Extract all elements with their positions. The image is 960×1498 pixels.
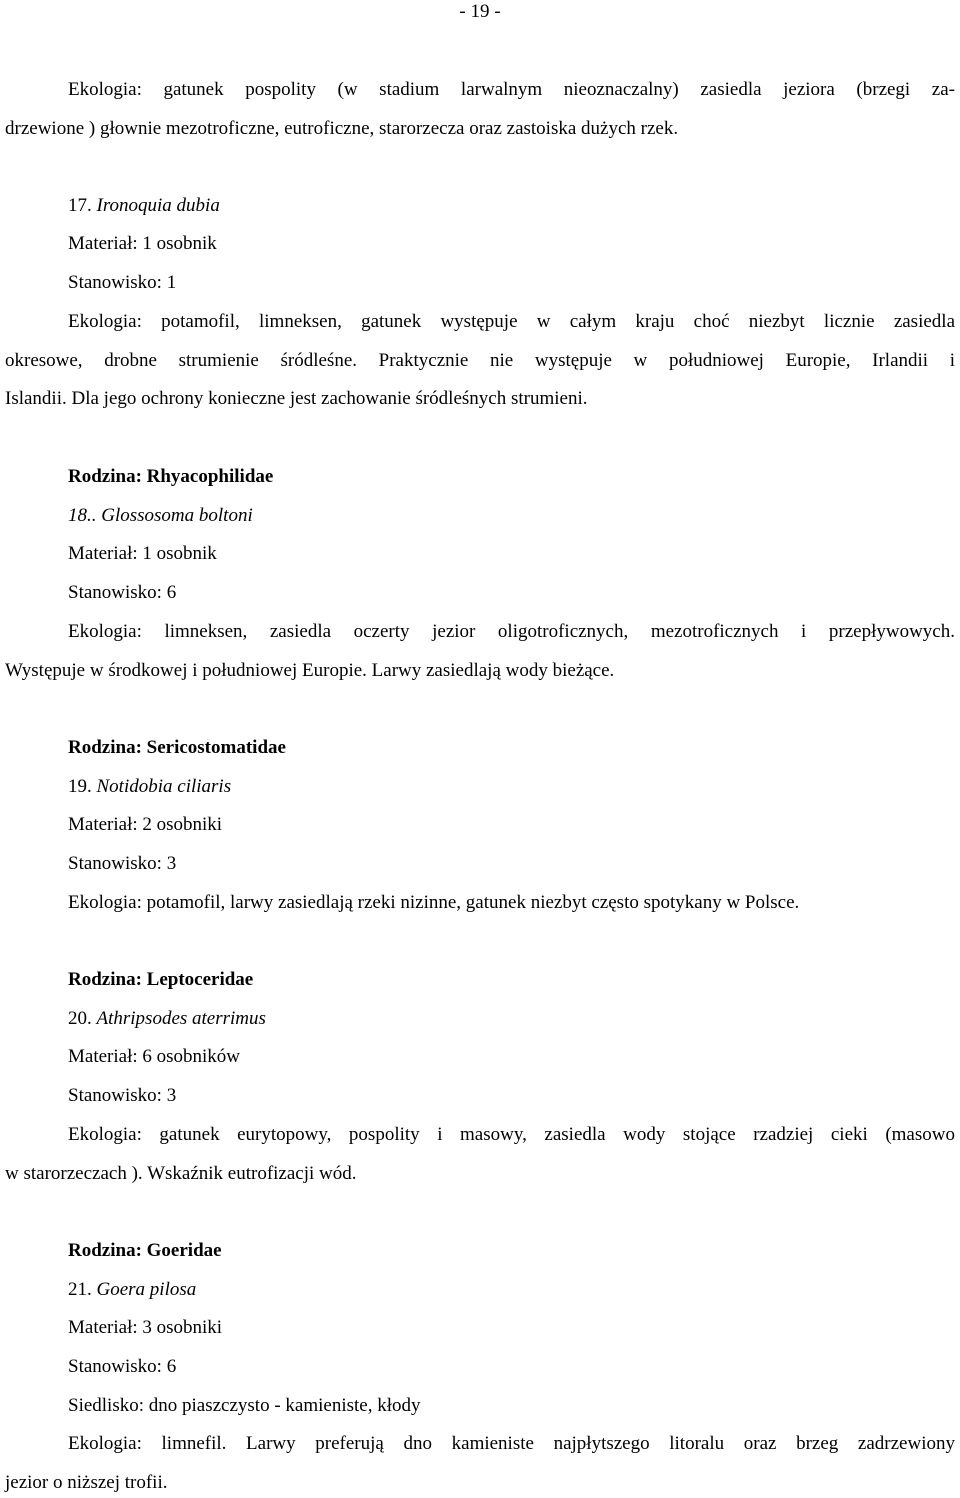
species-21-ecology-1: Ekologia: limnefil. Larwy preferują dno kamieniste najpłytszego litoralu oraz brzeg zadrzewiony <box>68 1433 955 1454</box>
species-number: 21. <box>68 1279 92 1300</box>
species-18-heading <box>68 504 253 528</box>
species-name: Glossosoma boltoni <box>101 505 253 526</box>
species-17-material: Materiał: 1 osobnik <box>68 233 217 254</box>
species-20-ecology-1: Ekologia: gatunek eurytopowy, pospolity i masowy, zasiedla wody stojące rzadziej cieki (masowo <box>68 1124 955 1145</box>
species-21-stanowisko: Stanowisko: 6 <box>68 1356 177 1377</box>
species-17-ecology-3: Islandii. Dla jego ochrony konieczne jest zachowanie śródleśnych strumieni. <box>5 388 588 409</box>
species-number: 20. <box>68 1008 92 1029</box>
species-19-material: Materiał: 2 osobniki <box>68 814 223 835</box>
species-21-ecology-2: jezior o niższej trofii. <box>5 1472 168 1493</box>
species-name: Notidobia ciliaris <box>96 776 232 797</box>
species-19-stanowisko: Stanowisko: 3 <box>68 853 177 874</box>
family-heading-sericostomatidae: Rodzina: Sericostomatidae <box>68 737 286 758</box>
species-name: Athripsodes aterrimus <box>96 1008 266 1029</box>
species-name: Ironoquia dubia <box>96 195 220 216</box>
species-19-ecology-1: Ekologia: potamofil, larwy zasiedlają rzeki nizinne, gatunek niezbyt często spotykany w Polsce. <box>68 892 800 913</box>
intro-line-1: Ekologia: gatunek pospolity (w stadium larwalnym nieoznaczalny) zasiedla jeziora (brzegi za- <box>68 79 955 100</box>
species-name: Goera pilosa <box>96 1279 197 1300</box>
species-21-siedlisko: Siedlisko: dno piaszczysto - kamieniste, kłody <box>68 1395 421 1416</box>
species-20-ecology-2: w starorzeczach ). Wskaźnik eutrofizacji wód. <box>5 1163 357 1184</box>
family-heading-goeridae: Rodzina: Goeridae <box>68 1240 222 1261</box>
species-18-ecology-2: Występuje w środkowej i południowej Europie. Larwy zasiedlają wody bieżące. <box>5 660 615 681</box>
intro-line-2: drzewione ) głownie mezotroficzne, eutroficzne, starorzecza oraz zastoiska dużych rzek. <box>5 118 679 139</box>
species-21-material: Materiał: 3 osobniki <box>68 1317 223 1338</box>
species-21-heading <box>68 1278 196 1302</box>
species-20-heading <box>68 1007 266 1031</box>
species-18-stanowisko: Stanowisko: 6 <box>68 582 177 603</box>
species-18-ecology-1: Ekologia: limneksen, zasiedla oczerty jezior oligotroficznych, mezotroficznych i przepływowych. <box>68 621 955 642</box>
page-number: - 19 - <box>459 1 501 22</box>
species-17-ecology-1: Ekologia: potamofil, limneksen, gatunek występuje w całym kraju choć niezbyt licznie zasiedla <box>68 311 955 332</box>
species-19-heading <box>68 775 231 799</box>
species-17-stanowisko: Stanowisko: 1 <box>68 272 177 293</box>
species-17-heading <box>68 194 220 218</box>
species-number: 18.. <box>68 505 97 526</box>
species-18-material: Materiał: 1 osobnik <box>68 543 217 564</box>
species-17-ecology-2: okresowe, drobne strumienie śródleśne. Praktycznie nie występuje w południowej Europie, Irlandii i <box>5 350 955 371</box>
family-heading-rhyacophilidae: Rodzina: Rhyacophilidae <box>68 466 274 487</box>
species-20-stanowisko: Stanowisko: 3 <box>68 1085 177 1106</box>
family-heading-leptoceridae: Rodzina: Leptoceridae <box>68 969 254 990</box>
species-number: 17. <box>68 195 92 216</box>
species-20-material: Materiał: 6 osobników <box>68 1046 241 1067</box>
species-number: 19. <box>68 776 92 797</box>
